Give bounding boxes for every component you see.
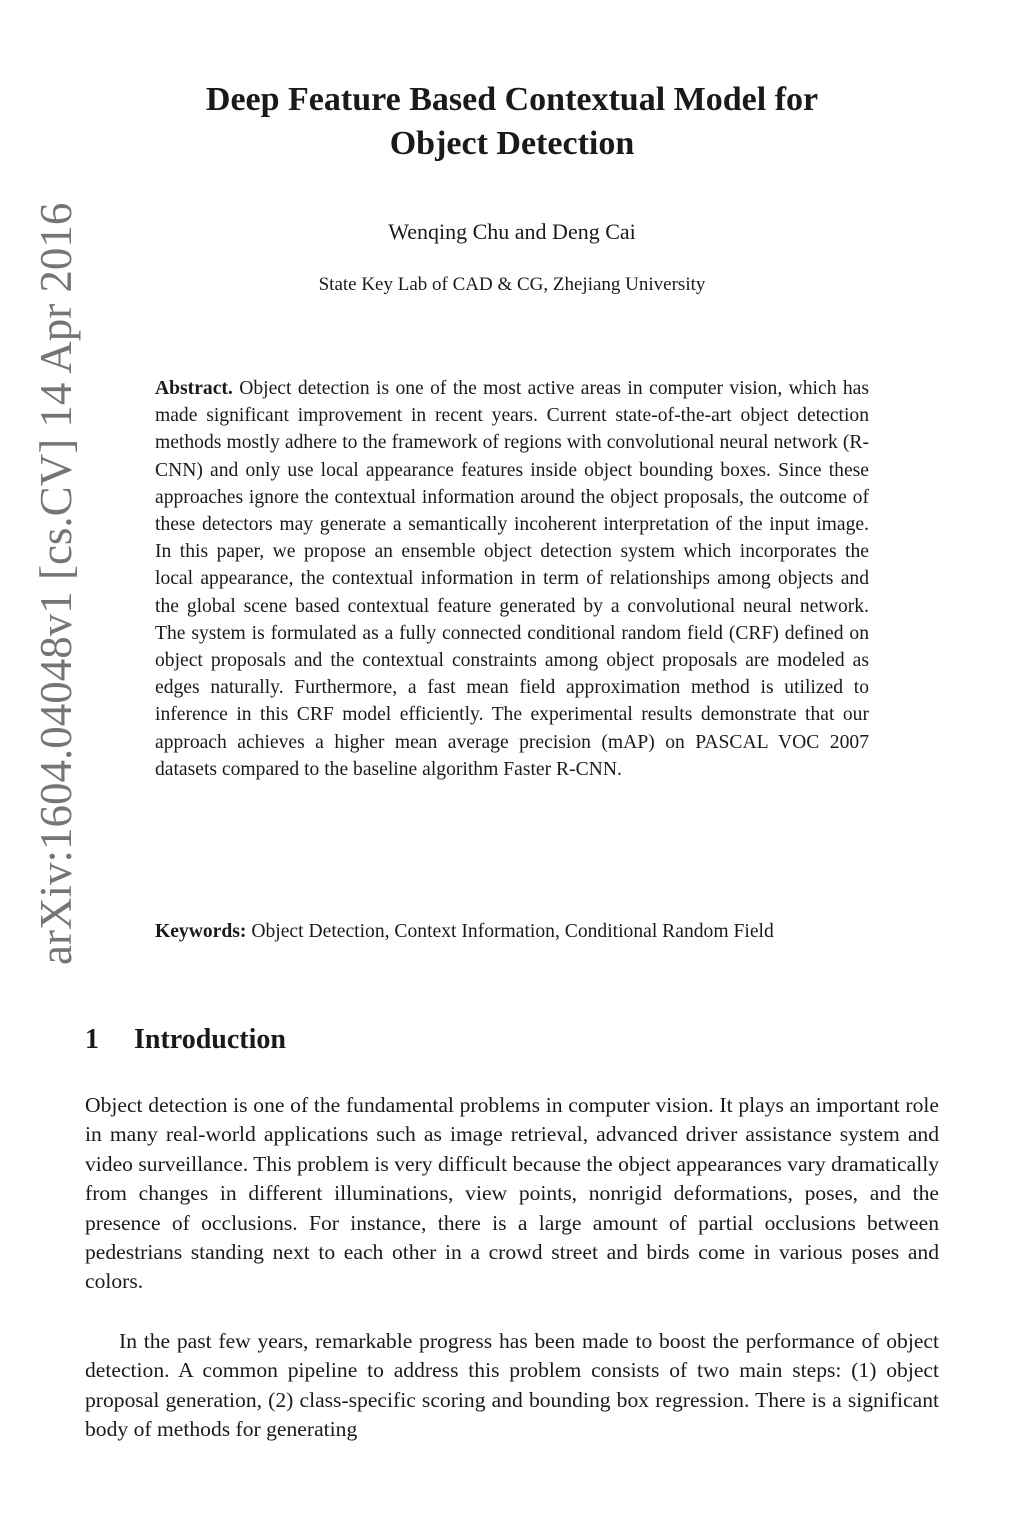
paper-title [100,78,924,166]
keywords-text: Object Detection, Context Information, Conditional Random Field [251,921,774,942]
authors: Wenqing Chu and Deng Cai [388,219,636,244]
keywords [155,918,869,945]
abstract-text: Object detection is one of the most active areas in computer vision, which has made significant improvement in recent years. Current state-of-the-art object detection methods mostly adhere to the framework of regions with convolutional neural network (R-CNN) and only use local appearance features inside object bounding boxes. Since these approaches ignore the contextual information around the object proposals, the outcome of these detectors may generate a semantically incoherent interpretation of the input image. In this paper, we propose an ensemble object detection system which incorporates the local appearance, the contextual information in term of relationships among objects and the global scene based contextual feature generated by a convolutional neural network. The system is formulated as a fully connected conditional random field (CRF) defined on object proposals and the contextual constraints among object proposals are modeled as edges naturally. Furthermore, a fast mean field approximation method is utilized to inference in this CRF model efficiently. The experimental results demonstrate that our approach achieves a higher mean average precision (mAP) on PASCAL VOC 2007 datasets compared to the baseline algorithm Faster R-CNN. [155,378,869,780]
title-line-1: Deep Feature Based Contextual Model for [205,81,819,118]
keywords-label: Keywords: [155,921,247,942]
title-line-2: Object Detection [389,125,635,162]
abstract [155,375,869,783]
paragraph-1: Object detection is one of the fundamental problems in computer vision. It plays an important role in many real-world applications such as image retrieval, advanced driver assistance system and video surveillance. This problem is very difficult because the object appearances vary dramatically from changes in different illuminations, view points, nonrigid deformations, poses, and the presence of occlusions. For instance, there is a large amount of partial occlusions between pedestrians standing next to each other in a crowd street and birds come in various poses and colors. [85,1093,939,1294]
affiliation: State Key Lab of CAD & CG, Zhejiang University [318,274,706,295]
section-number: 1 [85,1024,99,1055]
arxiv-identifier: arXiv:1604.04048v1 [cs.CV] 14 Apr 2016 [31,202,81,965]
paragraph-2: In the past few years, remarkable progress has been made to boost the performance of object detection. A common pipeline to address this problem consists of two main steps: (1) object proposal generation, (2) class-specific scoring and bounding box regression. There is a significant body of methods for generating [85,1329,939,1442]
section-title: Introduction [134,1024,286,1055]
abstract-label: Abstract. [155,378,233,399]
section-heading [85,1022,685,1058]
